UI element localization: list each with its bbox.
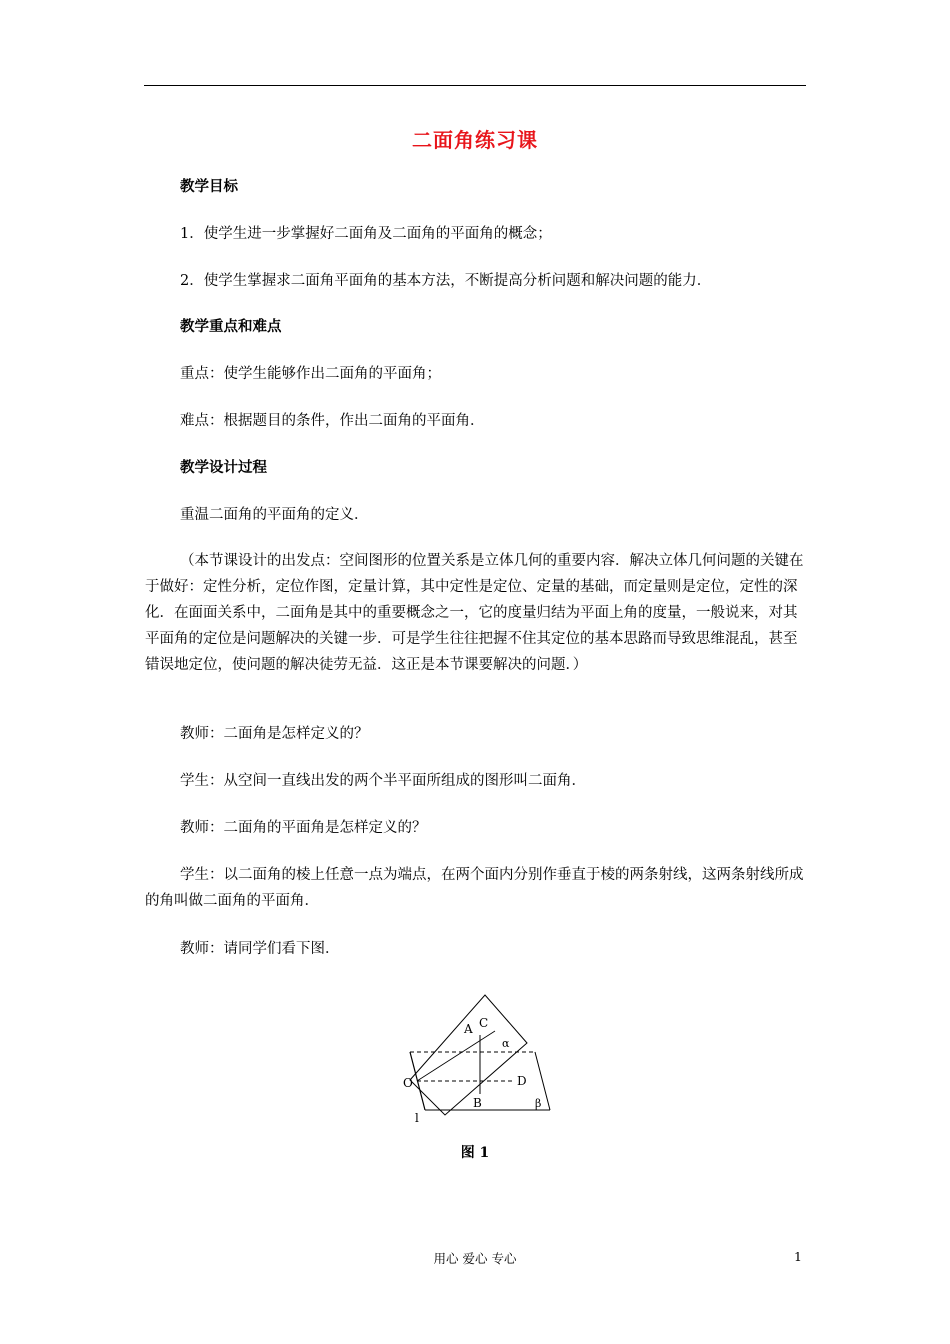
header-rule: [144, 85, 806, 86]
goal-item-2: 2．使学生掌握求二面角平面角的基本方法，不断提高分析问题和解决问题的能力．: [180, 273, 712, 289]
label-B: B: [473, 1096, 482, 1110]
label-D: D: [517, 1074, 527, 1088]
dihedral-angle-figure: [395, 985, 560, 1129]
review-text: 重温二面角的平面角的定义．: [180, 507, 369, 523]
goal-heading: 教学目标: [180, 178, 238, 195]
teacher-question-1: 教师：二面角是怎样定义的？: [180, 726, 369, 742]
label-C: C: [479, 1016, 489, 1030]
teacher-question-2: 教师：二面角的平面角是怎样定义的？: [180, 820, 427, 836]
label-O: O: [403, 1076, 413, 1090]
label-beta: β: [535, 1097, 542, 1110]
label-A: A: [464, 1022, 473, 1036]
page-title: 二面角练习课: [412, 128, 538, 152]
label-l: l: [415, 1111, 419, 1125]
segment-OC: [417, 1031, 495, 1081]
plane-alpha: [410, 995, 527, 1115]
process-heading: 教学设计过程: [180, 459, 267, 476]
key-point: 重点：使学生能够作出二面角的平面角；: [180, 366, 441, 382]
intro-paragraph: （本节课设计的出发点：空间图形的位置关系是立体几何的重要内容．解决立体几何问题的关键在于做好：定性分析，定位作图，定量计算，其中定性是定位、定量的基础，而定量则是定位，定性的深化．在面面关系中，二面角是其中的重要概念之一，它的度量归结为平面上角的度量，一般说来，对其平面角的定位是问题解决的关键一步．可是学生往往把握不住其定位的基本思路而导致思维混乱，甚至错误地定位，使问题的解决徒劳无益．这正是本节课要解决的问题．）: [145, 553, 804, 673]
page-number: 1: [794, 1249, 802, 1264]
student-answer-2: 学生：以二面角的棱上任意一点为端点，在两个面内分别作垂直于棱的两条射线，这两条射线所成的角叫做二面角的平面角．: [145, 867, 804, 909]
difficult-point: 难点：根据题目的条件，作出二面角的平面角．: [180, 413, 485, 429]
teacher-prompt-3: 教师：请同学们看下图．: [180, 941, 340, 957]
figure-caption: 图 1: [460, 1145, 490, 1161]
footer-slogan: 用心 爱心 专心: [433, 1251, 517, 1266]
label-alpha: α: [502, 1037, 510, 1050]
key-heading: 教学重点和难点: [180, 318, 282, 335]
goal-item-1: 1．使学生进一步掌握好二面角及二面角的平面角的概念；: [180, 226, 552, 242]
student-answer-1: 学生：从空间一直线出发的两个半平面所组成的图形叫二面角．: [180, 773, 586, 789]
